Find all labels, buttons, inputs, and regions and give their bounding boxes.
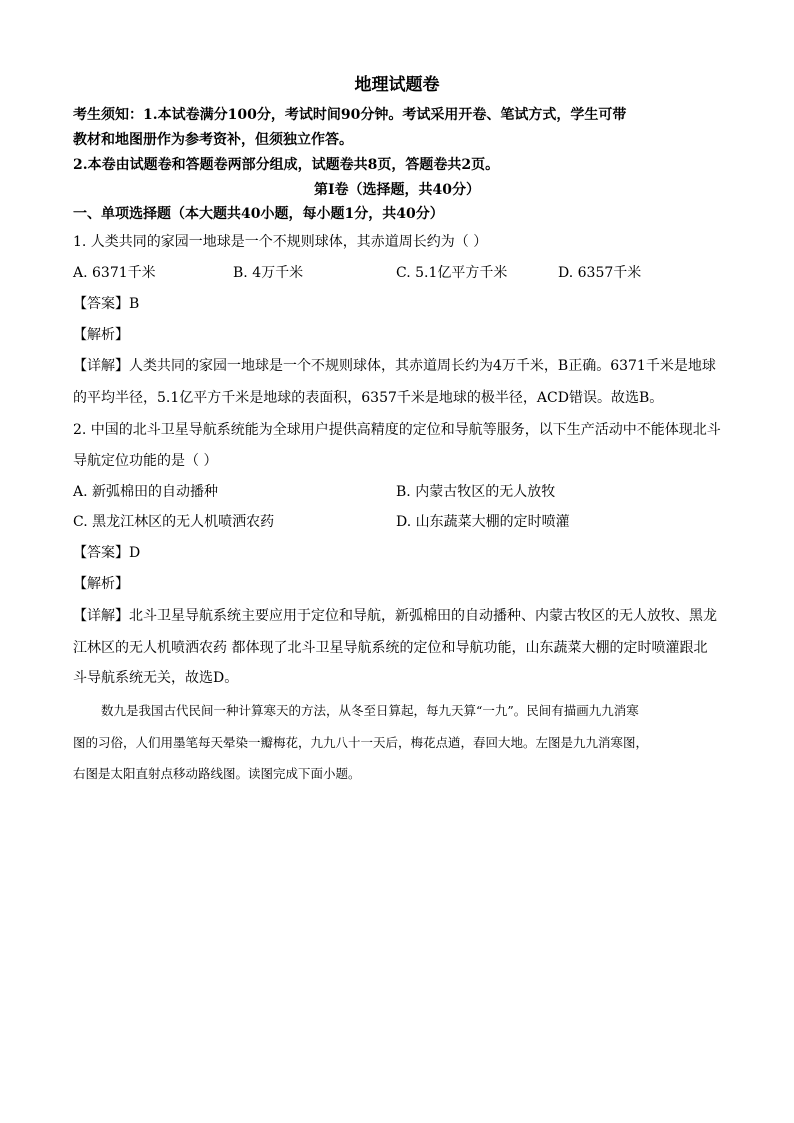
q2-option-a: A. 新弧棉田的自动播种: [73, 484, 219, 500]
q1-detail-line-2: 的平均半径，5.1亿平方千米是地球的表面积，6357千米是地球的极半径，ACD错误。故选B。: [73, 390, 664, 406]
q2-stem-line-1: 2. 中国的北斗卫星导航系统能为全球用户提供高精度的定位和导航等服务，以下生产活动中不能体现北斗: [73, 422, 721, 438]
passage-line-1: 数九是我国古代民间一种计算寒天的方法，从冬至日算起，每九天算“一九”。民间有描画九九消寒: [101, 703, 639, 718]
q2-option-c: C. 黑龙江林区的无人机喷洒农药: [73, 514, 275, 530]
notice-line-3: 2.本卷由试题卷和答题卷两部分组成，试题卷共8页，答题卷共2页。: [73, 157, 500, 173]
q2-detail-line-1: 【详解】北斗卫星导航系统主要应用于定位和导航，新弧棉田的自动播种、内蒙古牧区的无人放牧、黑龙: [73, 608, 717, 624]
q1-answer: 【答案】B: [73, 296, 140, 312]
q2-stem-line-2: 导航定位功能的是（ ）: [73, 453, 218, 469]
passage-line-3: 右图是太阳直射点移动路线图。读图完成下面小题。: [73, 766, 361, 781]
q2-answer: 【答案】D: [73, 545, 141, 561]
q2-option-d: D. 山东蔬菜大棚的定时喷灌: [396, 514, 570, 530]
q1-analysis-label: 【解析】: [73, 327, 129, 343]
q1-option-b: B. 4万千米: [233, 265, 304, 281]
q1-detail-line-1: 【详解】人类共同的家园一地球是一个不规则球体，其赤道周长约为4万千米，B正确。6371千米是地球: [73, 358, 716, 374]
page-title: 地理试题卷: [354, 75, 440, 95]
q1-option-d: D. 6357千米: [558, 265, 642, 281]
notice-line-1: 考生须知：1.本试卷满分100分，考试时间90分钟。考试采用开卷、笔试方式，学生可带: [73, 107, 627, 123]
q2-analysis-label: 【解析】: [73, 576, 129, 592]
q1-option-a: A. 6371千米: [73, 265, 156, 281]
q2-detail-line-3: 斗导航系统无关，故选D。: [73, 670, 239, 686]
q2-detail-line-2: 江林区的无人机喷洒农药 都体现了北斗卫星导航系统的定位和导航功能，山东蔬菜大棚的定时喷灌跟北: [73, 640, 708, 656]
q2-option-b: B. 内蒙古牧区的无人放牧: [396, 484, 556, 500]
q1-stem: 1. 人类共同的家园一地球是一个不规则球体，其赤道周长约为（ ）: [73, 234, 488, 250]
section-title: 第Ⅰ卷（选择题，共40分）: [313, 182, 481, 198]
part-title: 一、单项选择题（本大题共40小题，每小题1分，共40分）: [73, 206, 444, 222]
notice-line-2: 教材和地图册作为参考资补，但须独立作答。: [73, 132, 353, 148]
q1-option-c: C. 5.1亿平方千米: [396, 265, 508, 281]
passage-line-2: 图的习俗，人们用墨笔每天晕染一瓣梅花，九九八十一天后，梅花点遒，春回大地。左图是九九消寒图，: [73, 735, 649, 750]
